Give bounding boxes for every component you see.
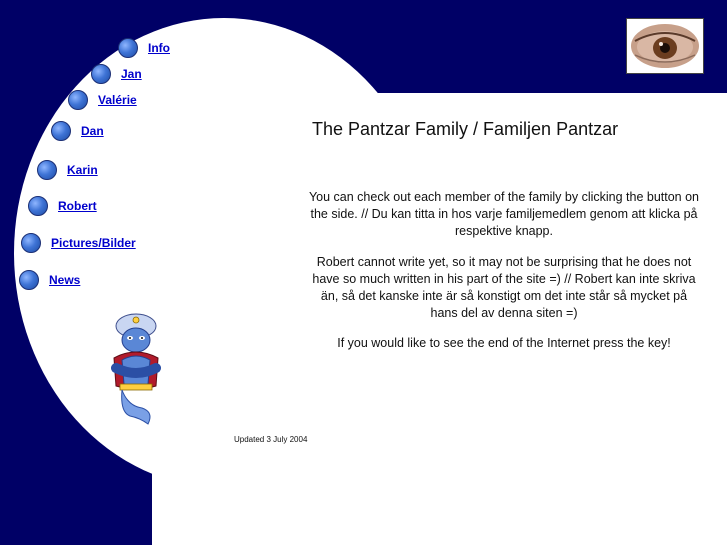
nav-link-jan[interactable]: Jan [121, 67, 142, 81]
nav-link-pictures[interactable]: Pictures/Bilder [51, 236, 136, 250]
nav-link-valerie[interactable]: Valérie [98, 93, 137, 107]
eye-image [626, 18, 704, 74]
nav-link-robert[interactable]: Robert [58, 199, 97, 213]
blue-ball-button-icon[interactable] [21, 233, 41, 253]
nav-item-robert[interactable] [28, 196, 97, 216]
nav-item-jan[interactable] [91, 64, 142, 84]
end-of-internet-paragraph: If you would like to see the end of the Internet press the key! [337, 336, 671, 350]
nav-link-dan[interactable]: Dan [81, 124, 104, 138]
nav-item-valerie[interactable] [68, 90, 137, 110]
nav-item-karin[interactable] [37, 160, 98, 180]
page-title: The Pantzar Family / Familjen Pantzar [312, 119, 619, 139]
nav-link-news[interactable]: News [49, 273, 81, 287]
nav-item-dan[interactable] [51, 121, 104, 141]
eye-icon [627, 19, 703, 73]
genie-icon [96, 308, 176, 428]
nav-link-info[interactable]: Info [148, 41, 170, 55]
nav-item-pictures[interactable] [21, 233, 136, 253]
blue-ball-button-icon[interactable] [118, 38, 138, 58]
blue-ball-button-icon[interactable] [37, 160, 57, 180]
updated-date: Updated 3 July 2004 [234, 435, 308, 444]
blue-ball-button-icon[interactable] [91, 64, 111, 84]
nav-oval-panel [14, 18, 434, 488]
blue-ball-button-icon[interactable] [68, 90, 88, 110]
blue-ball-button-icon[interactable] [28, 196, 48, 216]
intro-paragraph: You can check out each member of the family by clicking the button on the side. // Du kan titta in hos varje familjemedlem genom att klicka på respektive knapp. [308, 190, 700, 238]
nav-link-karin[interactable]: Karin [67, 163, 98, 177]
nav-item-info[interactable] [118, 38, 170, 58]
genie-image [96, 308, 176, 428]
blue-ball-button-icon[interactable] [19, 270, 39, 290]
robert-paragraph: Robert cannot write yet, so it may not be surprising that he does not have so much written in his part of the site =) // Robert kan inte skriva än, så det kanske inte är så konstigt om det inte står så mycket på hans del av denna siten =) [312, 255, 696, 320]
nav-item-news[interactable] [19, 270, 80, 290]
blue-ball-button-icon[interactable] [51, 121, 71, 141]
